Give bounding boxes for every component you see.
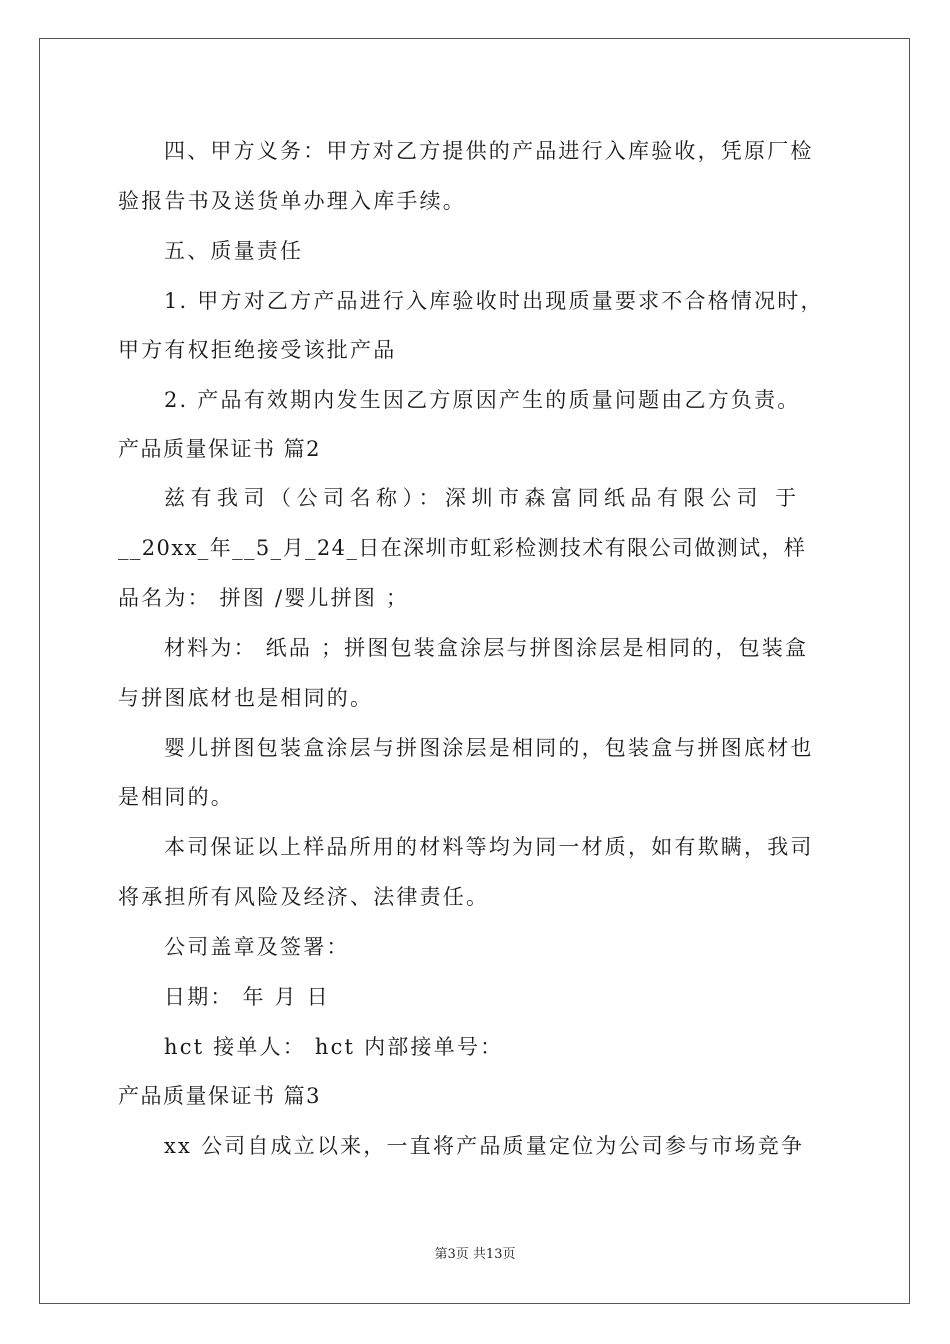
text-line: 1. 甲方对乙方产品进行入库验收时出现质量要求不合格情况时， bbox=[164, 289, 824, 313]
article-heading: 产品质量保证书 篇2 bbox=[118, 437, 322, 461]
text-line: 兹有我司（公司名称）：深圳市森富同纸品有限公司 于 bbox=[164, 486, 802, 510]
date-label: 日期： 年 月 日 bbox=[164, 985, 330, 1009]
text-line: 将承担所有风险及经济、法律责任。 bbox=[118, 885, 490, 909]
text-line: 四、甲方义务：甲方对乙方提供的产品进行入库验收，凭原厂检 bbox=[164, 139, 814, 163]
page-frame bbox=[39, 38, 910, 1304]
text-line: 甲方有权拒绝接受该批产品 bbox=[118, 338, 397, 362]
order-info-line: hct 接单人： hct 内部接单号： bbox=[164, 1035, 504, 1059]
text-line: 验报告书及送货单办理入库手续。 bbox=[118, 189, 466, 213]
signature-label: 公司盖章及签署： bbox=[164, 935, 350, 959]
page-number: 第3页 共13页 bbox=[434, 1247, 516, 1262]
text-line: 材料为： 纸品 ；拼图包装盒涂层与拼图涂层是相同的，包装盒 bbox=[164, 636, 809, 660]
text-line: xx 公司自成立以来，一直将产品质量定位为公司参与市场竞争 bbox=[164, 1134, 805, 1158]
text-line: 品名为： 拼图 /婴儿拼图 ； bbox=[118, 586, 410, 610]
text-line: 2. 产品有效期内发生因乙方原因产生的质量问题由乙方负责。 bbox=[164, 388, 801, 412]
text-line: 是相同的。 bbox=[118, 785, 234, 809]
text-line: 本司保证以上样品所用的材料等均为同一材质，如有欺瞒，我司 bbox=[164, 835, 814, 859]
section-heading: 五、质量责任 bbox=[164, 239, 304, 263]
text-line: 与拼图底材也是相同的。 bbox=[118, 686, 374, 710]
text-line: __20xx_年__5_月_24_日在深圳市虹彩检测技术有限公司做测试，样 bbox=[118, 536, 807, 560]
article-heading: 产品质量保证书 篇3 bbox=[118, 1084, 322, 1108]
text-line: 婴儿拼图包装盒涂层与拼图涂层是相同的，包装盒与拼图底材也 bbox=[164, 736, 814, 760]
